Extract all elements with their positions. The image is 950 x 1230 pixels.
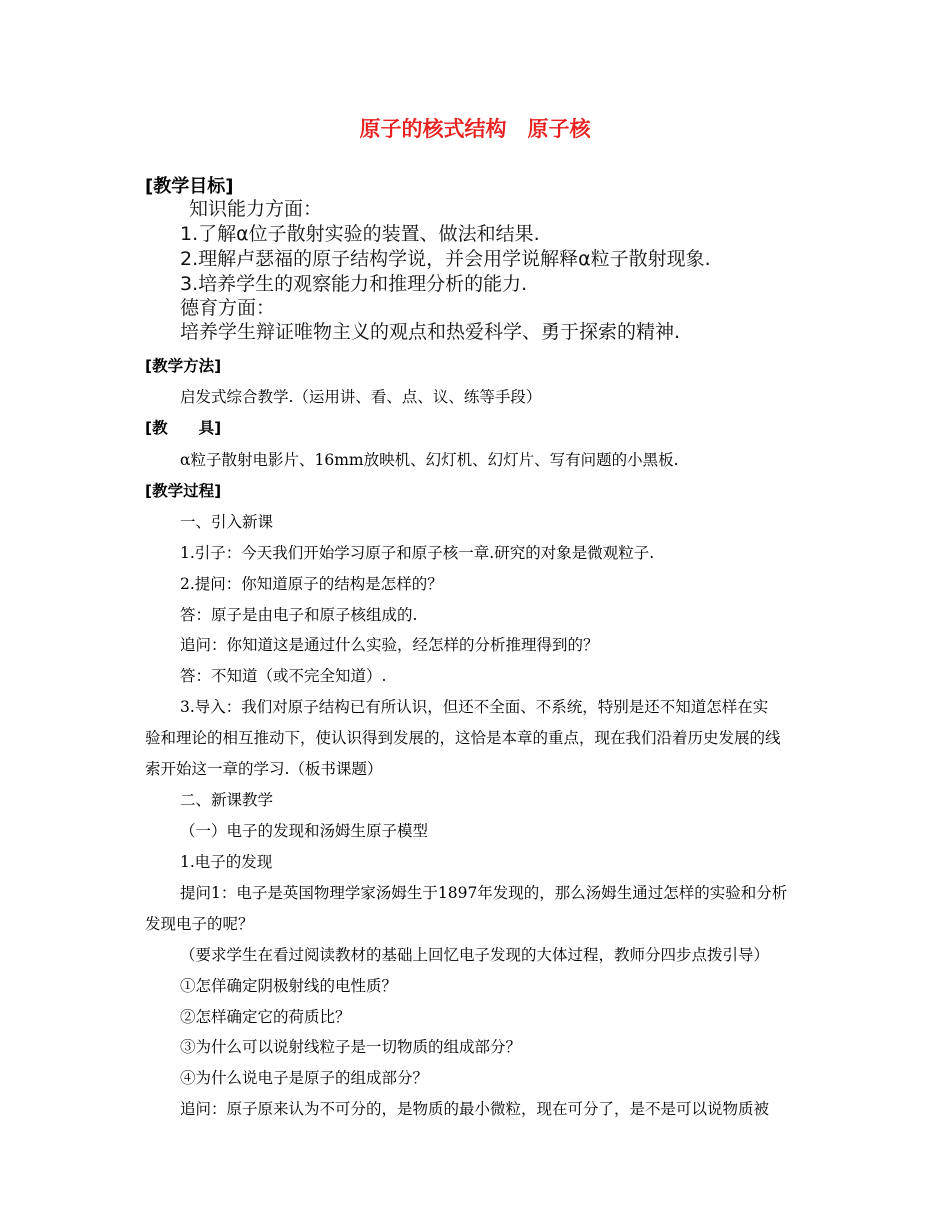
tools-heading: [教 具] bbox=[145, 419, 222, 437]
process-line: 1.引子：今天我们开始学习原子和原子核一章.研究的对象是微观粒子. bbox=[180, 544, 655, 562]
methods-text: 启发式综合教学.（运用讲、看、点、议、练等手段） bbox=[180, 388, 542, 406]
process-line: 1.电子的发现 bbox=[180, 853, 273, 871]
process-line: ④为什么说电子是原子的组成部分？ bbox=[180, 1069, 429, 1087]
process-line: 追问：原子原来认为不可分的，是物质的最小微粒，现在可分了，是不是可以说物质被 bbox=[180, 1100, 770, 1118]
process-line: 答：不知道（或不完全知道）. bbox=[180, 667, 387, 685]
process-line: ③为什么可以说射线粒子是一切物质的组成部分？ bbox=[180, 1038, 522, 1056]
process-line: 答：原子是由电子和原子核组成的. bbox=[180, 606, 418, 624]
objectives-line: 德育方面： bbox=[180, 297, 276, 319]
objectives-line: 培养学生辩证唯物主义的观点和热爱科学、勇于探索的精神. bbox=[180, 321, 681, 343]
process-line: 验和理论的相互推动下，使认识得到发展的，这恰是本章的重点，现在我们沿着历史发展的线 bbox=[145, 729, 781, 747]
process-line: 3.导入：我们对原子结构已有所认识，但还不全面、不系统，特别是还不知道怎样在实 bbox=[180, 698, 769, 716]
objectives-line: 1.了解α位子散射实验的装置、做法和结果. bbox=[180, 223, 540, 245]
process-line: 一、引入新课 bbox=[180, 513, 274, 531]
process-line: ①怎佯确定阴极射线的电性质？ bbox=[180, 977, 398, 995]
objectives-line: 3.培养学生的观察能力和推理分析的能力. bbox=[180, 273, 528, 295]
methods-heading: [教学方法] bbox=[145, 357, 222, 375]
process-line: 二、新课教学 bbox=[180, 791, 274, 809]
process-line: 提问1：电子是英国物理学家汤姆生于1897年发现的，那么汤姆生通过怎样的实验和分析 bbox=[180, 884, 788, 902]
process-line: ②怎样确定它的荷质比？ bbox=[180, 1008, 351, 1026]
process-heading: [教学过程] bbox=[145, 482, 222, 500]
process-line: 发现电子的呢？ bbox=[145, 915, 254, 933]
process-line: （要求学生在看过阅读教材的基础上回忆电子发现的大体过程，教师分四步点拨引导） bbox=[180, 946, 770, 964]
process-line: （一）电子的发现和汤姆生原子模型 bbox=[180, 822, 429, 840]
tools-text: α粒子散射电影片、16mm放映机、幻灯机、幻灯片、写有问题的小黑板. bbox=[180, 451, 679, 469]
page-title: 原子的核式结构 原子核 bbox=[359, 117, 591, 141]
objectives-line: 知识能力方面： bbox=[189, 198, 323, 220]
process-line: 2.提问：你知道原子的结构是怎样的？ bbox=[180, 575, 443, 593]
objectives-line: 2.理解卢瑟福的原子结构学说，并会用学说解释α粒子散射现象. bbox=[180, 248, 711, 270]
objectives-heading: [教学目标] bbox=[145, 176, 234, 197]
process-line: 追问：你知道这是通过什么实验，经怎样的分析推理得到的？ bbox=[180, 636, 599, 654]
process-line: 索开始这一章的学习.（板书课题） bbox=[145, 760, 383, 778]
